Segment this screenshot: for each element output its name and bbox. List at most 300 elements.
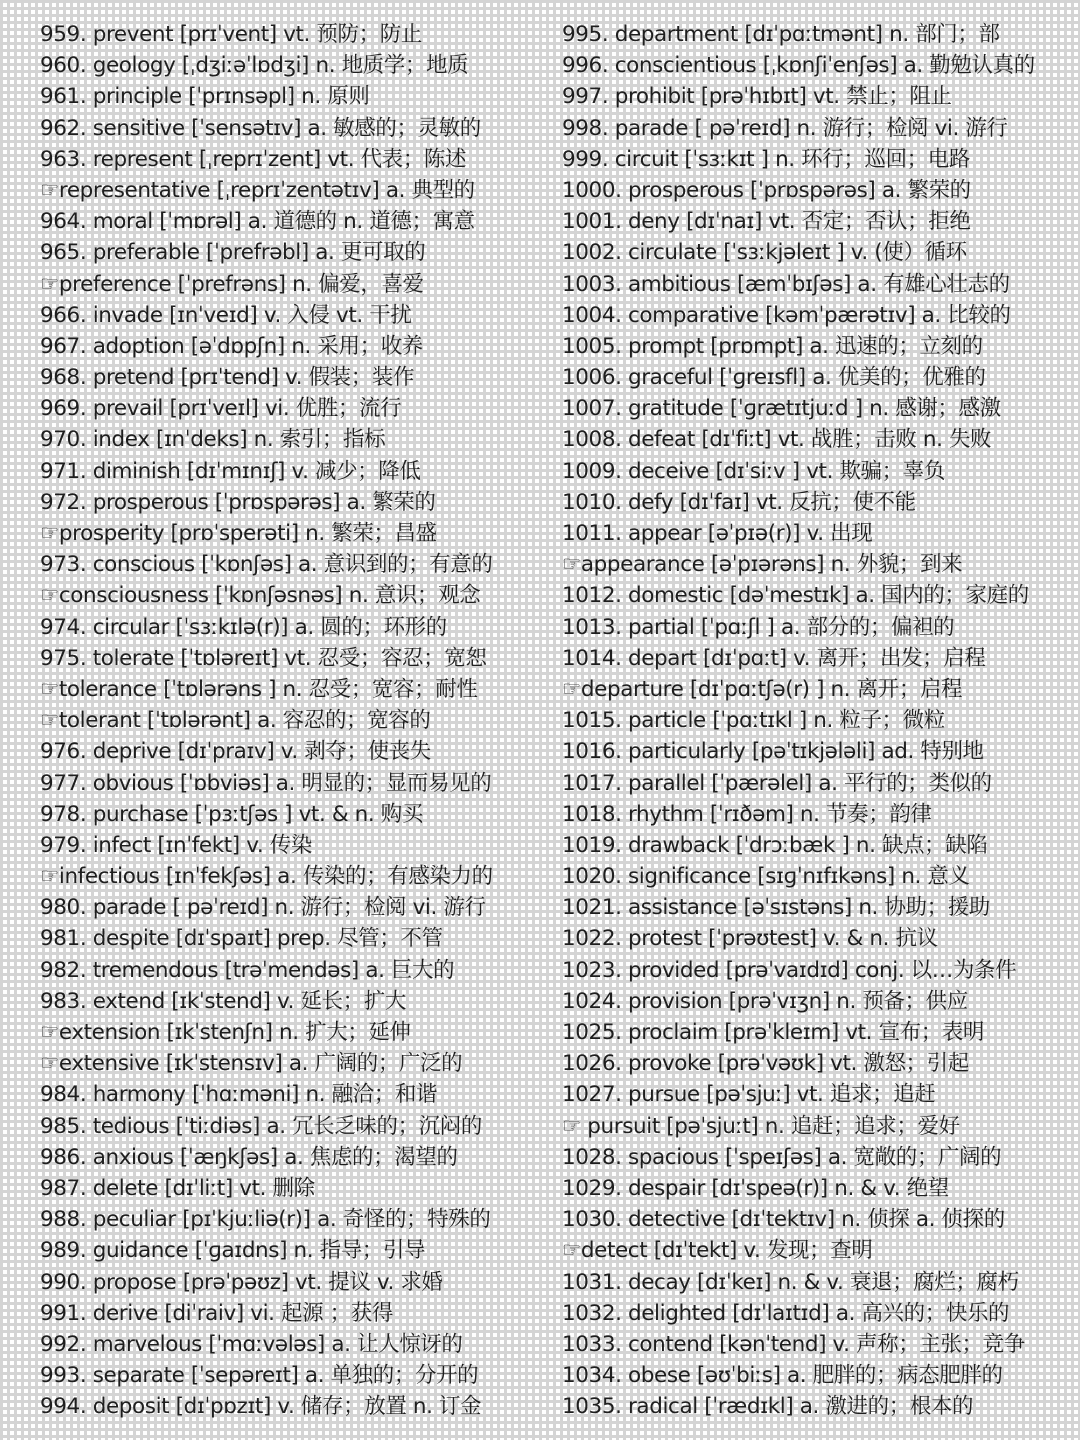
entry-word: ☞appearance — [562, 552, 705, 578]
entry-word: ☞preference — [40, 271, 172, 297]
vocab-entry — [562, 1173, 1062, 1204]
entry-definition: n. 融洽；和谐 — [305, 1082, 438, 1108]
entry-phonetic: [prəˈvaɪdɪd] — [725, 957, 849, 983]
entry-phonetic: [dɪˈpɑːt] — [703, 645, 787, 671]
entry-definition: a. 敏感的；灵敏的 — [307, 115, 481, 141]
entry-word: 1004. comparative — [562, 302, 759, 328]
entry-phonetic: [ˈɡaɪdns] — [194, 1238, 288, 1264]
vocab-entry — [562, 237, 1062, 268]
entry-definition: n. 索引；指标 — [253, 427, 386, 453]
entry-word: 1017. parallel — [562, 770, 705, 796]
entry-word: 982. tremendous — [40, 957, 219, 983]
entry-definition: vt. 战胜；击败 n. 失败 — [777, 427, 992, 453]
entry-phonetic: [prɒmpt] — [710, 333, 803, 359]
entry-phonetic: [ˈtɒləreɪt] — [180, 645, 278, 671]
entry-definition: vt. 预防；防止 — [283, 22, 422, 47]
vocab-entry — [562, 144, 1062, 175]
vocab-entry — [40, 518, 545, 549]
entry-phonetic: [ɪkˈstend] — [171, 988, 271, 1014]
entry-word: 1006. graceful — [562, 365, 713, 391]
entry-word: 966. invade — [40, 302, 163, 328]
entry-phonetic: [ˈrædɪkl] — [704, 1394, 794, 1420]
entry-word: ☞tolerant — [40, 708, 141, 734]
entry-definition: v. 发现；查明 — [743, 1238, 873, 1264]
entry-word: 972. prosperous — [40, 489, 209, 515]
entry-definition: ad. 特别地 — [881, 739, 984, 765]
entry-definition: a. 优美的；优雅的 — [812, 365, 986, 391]
entry-word: 993. separate — [40, 1363, 185, 1389]
entry-phonetic: [dɪˈlaɪtɪd] — [732, 1300, 830, 1326]
vocab-entry — [562, 19, 1062, 50]
vocab-entry — [40, 643, 545, 674]
vocab-entry — [562, 424, 1062, 455]
entry-phonetic: [əˈpɪə(r)] — [707, 521, 801, 546]
entry-phonetic: [prəˈpəʊz] — [182, 1269, 289, 1295]
entry-word: 987. delete — [40, 1175, 159, 1201]
vocab-entry — [40, 113, 545, 144]
entry-phonetic: [prɪˈvent] — [179, 22, 277, 47]
vocab-entry — [40, 1391, 545, 1422]
entry-word: 1002. circulate — [562, 240, 717, 266]
vocab-entry — [40, 1235, 545, 1266]
entry-phonetic: [dɪˈfiːt] — [701, 427, 772, 453]
entry-phonetic: [ˈspeɪʃəs] — [725, 1144, 822, 1170]
entry-word: ☞tolerance — [40, 676, 157, 702]
entry-phonetic: [əˈpɪərəns] — [710, 552, 825, 578]
vocab-entry — [40, 300, 545, 331]
entry-phonetic: [kənˈtend] — [719, 1331, 827, 1357]
entry-phonetic: [dəˈmestɪk] — [729, 583, 850, 609]
entry-word: 960. geology — [40, 53, 176, 79]
vocab-entry — [40, 892, 545, 923]
vocab-entry — [562, 768, 1062, 799]
entry-definition: vt. 反抗；使不能 — [755, 489, 916, 515]
entry-word: 1000. prosperous — [562, 177, 744, 203]
left-column — [40, 19, 545, 1422]
entry-phonetic: [dɪˈliːt] — [164, 1175, 233, 1201]
vocab-entry — [562, 1391, 1062, 1422]
vocab-entry — [562, 1298, 1062, 1329]
entry-word: 1024. provision — [562, 988, 723, 1014]
entry-word: 963. represent — [40, 146, 193, 172]
entry-word: 1025. proclaim — [562, 1020, 718, 1045]
entry-word: 1032. delighted — [562, 1300, 726, 1326]
vocab-entry — [562, 1204, 1062, 1235]
entry-phonetic: [ˈtiːdiəs] — [175, 1113, 260, 1139]
entry-definition: n. 环行；巡回；电路 — [775, 146, 970, 172]
vocab-entry — [562, 487, 1062, 518]
entry-word: 1026. provoke — [562, 1051, 712, 1077]
entry-word: 1014. depart — [562, 645, 697, 671]
vocab-entry — [562, 830, 1062, 861]
entry-definition: a. 典型的 — [385, 177, 475, 203]
vocab-entry — [40, 830, 545, 861]
entry-word: 978. purchase — [40, 801, 189, 827]
entry-phonetic: [dɪˈspaɪt] — [175, 926, 271, 952]
entry-definition: n. 忍受；宽容；耐性 — [282, 676, 478, 702]
vocab-entry — [562, 643, 1062, 674]
entry-definition: a. 意识到的；有意的 — [298, 552, 493, 578]
entry-definition: a. 让人惊讶的 — [331, 1331, 463, 1357]
entry-word: 990. propose — [40, 1269, 177, 1295]
entry-word: 1023. provided — [562, 957, 720, 983]
entry-phonetic: [ɪnˈveɪd] — [169, 302, 258, 328]
entry-word: 998. parade — [562, 115, 689, 141]
entry-definition: n. 采用；收养 — [291, 333, 423, 359]
entry-word: 1009. deceive — [562, 458, 710, 484]
entry-phonetic: [prɒˈsperəti] — [170, 521, 299, 546]
entry-word: ☞departure — [562, 676, 684, 702]
entry-word: ☞extensive — [40, 1051, 160, 1077]
entry-word: 988. peculiar — [40, 1207, 176, 1233]
entry-phonetic: [ˈpærəlel] — [711, 770, 812, 796]
entry-word: 961. principle — [40, 84, 182, 110]
vocab-entry — [40, 331, 545, 362]
entry-phonetic: [ɪkˈstenʃn] — [166, 1020, 273, 1045]
vocab-entry — [40, 1204, 545, 1235]
entry-definition: vt. 激怒；引起 — [830, 1051, 969, 1077]
entry-word: 959. prevent — [40, 22, 174, 47]
entry-phonetic: [pəˈsjuː] — [706, 1082, 791, 1108]
entry-definition: a. 焦虑的；渴望的 — [284, 1144, 458, 1170]
entry-phonetic: [sɪɡˈnɪfɪkəns] — [757, 864, 895, 890]
entry-phonetic: [prəˈvɪʒn] — [728, 988, 830, 1014]
entry-phonetic: [dɪˈnaɪ] — [686, 209, 762, 235]
entry-word: 1005. prompt — [562, 333, 704, 359]
entry-definition: n. 侦探 a. 侦探的 — [841, 1207, 1005, 1233]
entry-definition: vt. & n. 购买 — [298, 801, 423, 827]
vocab-entry — [562, 1017, 1062, 1048]
entry-phonetic: [dɪˈkeɪ] — [697, 1269, 772, 1295]
entry-word: 1034. obese — [562, 1363, 691, 1389]
vocab-entry — [40, 580, 545, 611]
vocab-entry — [40, 1173, 545, 1204]
entry-phonetic: [ pəˈreɪd] — [172, 895, 269, 921]
entry-definition: n. 繁荣；昌盛 — [305, 521, 437, 546]
vocab-entry — [562, 986, 1062, 1017]
entry-definition: a. 勤勉认真的 — [903, 53, 1035, 79]
entry-word: 977. obvious — [40, 770, 174, 796]
entry-phonetic: [ pəˈreɪd] — [694, 115, 791, 141]
vocab-entry — [562, 1360, 1062, 1391]
entry-word: 971. diminish — [40, 458, 181, 484]
vocab-entry — [40, 1111, 545, 1142]
entry-definition: a. 传染的；有感染力的 — [277, 864, 493, 890]
entry-word: 1016. particularly — [562, 739, 746, 765]
entry-phonetic: [əʊˈbiːs] — [696, 1363, 781, 1389]
entry-phonetic: [ˈmɒrəl] — [159, 209, 242, 235]
entry-phonetic: [ɪnˈdeks] — [155, 427, 248, 453]
entry-word: 983. extend — [40, 988, 165, 1014]
entry-definition: n. 感谢；感激 — [869, 396, 1001, 422]
entry-definition: a. 奇怪的；特殊的 — [317, 1207, 491, 1233]
entry-definition: vt. 追求；追赶 — [796, 1082, 936, 1108]
vocab-entry — [40, 768, 545, 799]
entry-word: ☞representative — [40, 177, 211, 203]
entry-definition: a. 明显的；显而易见的 — [275, 770, 492, 796]
entry-definition: v. 传染 — [246, 832, 312, 858]
vocab-entry — [40, 50, 545, 81]
entry-definition: n. 粒子；微粒 — [813, 708, 945, 734]
entry-word: 1001. deny — [562, 209, 680, 235]
entry-phonetic: [prəˈvəʊk] — [717, 1051, 824, 1077]
entry-definition: v. 延长；扩大 — [276, 988, 406, 1014]
entry-phonetic: [ˈprefrəbl] — [206, 240, 309, 266]
entry-phonetic: [prɪˈtend] — [180, 365, 279, 391]
entry-word: 1033. contend — [562, 1331, 713, 1357]
vocab-entry — [40, 861, 545, 892]
vocab-entry — [562, 580, 1062, 611]
entry-phonetic: [dɪˈsiːv ] — [715, 458, 800, 484]
entry-definition: vi. 起源 ；获得 — [250, 1300, 393, 1326]
vocab-entry — [562, 50, 1062, 81]
entry-definition: a. 有雄心壮志的 — [857, 271, 1010, 297]
vocab-entry — [40, 736, 545, 767]
entry-word: 991. derive — [40, 1300, 158, 1326]
vocab-entry — [562, 861, 1062, 892]
vocab-entry — [562, 1048, 1062, 1079]
vocab-entry — [40, 986, 545, 1017]
vocab-entry — [40, 456, 545, 487]
vocab-entry — [40, 1142, 545, 1173]
vocab-entry — [40, 705, 545, 736]
entry-phonetic: [ˈɡrætɪtjuːd ] — [729, 396, 863, 422]
entry-word: 973. conscious — [40, 552, 195, 578]
entry-definition: v. 储存；放置 n. 订金 — [277, 1394, 482, 1420]
entry-phonetic: [trəˈmendəs] — [224, 957, 359, 983]
entry-definition: a. 圆的；环形的 — [294, 614, 447, 640]
entry-definition: a. 广阔的；广泛的 — [288, 1051, 463, 1077]
entry-definition: vt. 宣布；表明 — [845, 1020, 985, 1045]
entry-phonetic: [kəmˈpærətɪv] — [765, 302, 916, 328]
entry-word: 992. marvelous — [40, 1331, 202, 1357]
entry-phonetic: [prɪˈveɪl] — [169, 396, 259, 422]
entry-definition: v. 声称；主张；竞争 — [832, 1331, 1025, 1357]
entry-definition: n. 意识；观念 — [348, 583, 481, 609]
entry-definition: a. 单独的；分开的 — [304, 1363, 479, 1389]
entry-word: 1003. ambitious — [562, 271, 731, 297]
entry-word: 1015. particle — [562, 708, 706, 734]
vocab-entry — [562, 892, 1062, 923]
entry-phonetic: [pəˈsjuːt] — [666, 1113, 759, 1139]
entry-definition: a. 巨大的 — [365, 957, 455, 983]
entry-definition: n. 游行；检阅 vi. 游行 — [274, 895, 486, 921]
vocab-entry — [562, 1235, 1062, 1266]
entry-word: 996. conscientious — [562, 53, 757, 79]
entry-phonetic: [ˈɡreɪsfl] — [719, 365, 806, 391]
vocab-entry — [40, 1298, 545, 1329]
entry-word: 1035. radical — [562, 1394, 698, 1420]
entry-definition: n. 追赶；追求；爱好 — [764, 1113, 960, 1139]
entry-phonetic: [prəˈkleɪm] — [724, 1020, 839, 1045]
entry-phonetic: [ɪnˈfekʃəs] — [165, 864, 271, 890]
entry-word: 967. adoption — [40, 333, 185, 359]
vocab-entry — [562, 549, 1062, 580]
vocab-entry — [40, 1048, 545, 1079]
entry-definition: v. 入侵 vt. 干扰 — [263, 302, 412, 328]
entry-definition: n. 游行；检阅 vi. 游行 — [796, 115, 1008, 141]
entry-word: ☞consciousness — [40, 583, 209, 609]
entry-word: 1031. decay — [562, 1269, 691, 1295]
vocab-entry — [562, 206, 1062, 237]
entry-word: 976. deprive — [40, 739, 172, 765]
entry-phonetic: [ˈkɒnʃəs] — [201, 552, 292, 578]
entry-word: 1029. despair — [562, 1175, 705, 1201]
entry-word: 1020. significance — [562, 864, 751, 890]
entry-definition: n. 离开；启程 — [830, 676, 963, 702]
entry-phonetic: [dɪˈpraɪv] — [177, 739, 275, 765]
entry-definition: vt. 禁止；阻止 — [812, 84, 952, 110]
entry-phonetic: [dɪˈfaɪ] — [679, 489, 750, 515]
vocab-entry — [40, 1267, 545, 1298]
entry-definition: v. 离开；出发；启程 — [793, 645, 986, 671]
entry-phonetic: [ˈprɒspərəs] — [214, 489, 341, 515]
entry-word: 975. tolerate — [40, 645, 174, 671]
entry-word: 1019. drawback — [562, 832, 730, 858]
entry-definition: a. 更可取的 — [315, 240, 426, 266]
entry-definition: vi. 优胜；流行 — [264, 396, 402, 422]
vocab-entry — [562, 612, 1062, 643]
vocab-entry — [40, 362, 545, 393]
vocab-entry — [40, 612, 545, 643]
vocab-entry — [562, 362, 1062, 393]
entry-phonetic: [dɪˈpɒzɪt] — [175, 1394, 271, 1420]
entry-definition: a. 冗长乏味的；沉闷的 — [266, 1113, 482, 1139]
entry-phonetic: [ˈprɒspərəs] — [750, 177, 876, 203]
vocab-entry — [40, 19, 545, 50]
entry-definition: a. 繁荣的 — [881, 177, 971, 203]
entry-definition: v. & n. 抗议 — [823, 926, 938, 952]
entry-phonetic: [ˈsensətɪv] — [191, 115, 302, 141]
vocab-entry — [40, 549, 545, 580]
entry-definition: a. 迅速的；立刻的 — [809, 333, 983, 359]
entry-definition: a. 部分的；偏袒的 — [780, 614, 955, 640]
entry-word: 965. preferable — [40, 240, 200, 266]
entry-phonetic: [diˈraiv] — [164, 1300, 244, 1326]
entry-definition: n. 偏爱，喜爱 — [292, 271, 424, 297]
entry-phonetic: [ˈdrɔːbæk ] — [735, 832, 850, 858]
entry-definition: a. 繁荣的 — [346, 489, 436, 515]
entry-definition: n. 扩大；延伸 — [279, 1020, 411, 1045]
entry-word: 969. prevail — [40, 396, 163, 422]
entry-phonetic: [dɪˈtekt] — [653, 1238, 737, 1264]
entry-word: 981. despite — [40, 926, 170, 952]
entry-word: 962. sensitive — [40, 115, 185, 141]
entry-word: 979. infect — [40, 832, 151, 858]
entry-word: 984. harmony — [40, 1082, 186, 1108]
entry-phonetic: [dɪˈmɪnɪʃ] — [186, 458, 286, 484]
vocab-entry — [562, 955, 1062, 986]
entry-phonetic: [əˈsɪstəns] — [743, 895, 852, 921]
entry-word: 986. anxious — [40, 1144, 174, 1170]
entry-word: 1012. domestic — [562, 583, 724, 609]
entry-definition: v. 减少；降低 — [291, 458, 421, 484]
vocab-entry — [562, 1111, 1062, 1142]
vocab-entry — [562, 1329, 1062, 1360]
entry-phonetic: [dɪˈspeə(r)] — [711, 1175, 828, 1201]
entry-phonetic: [ˈtɒlərənt] — [146, 708, 251, 734]
entry-word: 1018. rhythm — [562, 801, 704, 827]
entry-phonetic: [prəˈhɪbɪt] — [700, 84, 807, 110]
vocab-entry — [40, 1079, 545, 1110]
vocab-entry — [562, 1079, 1062, 1110]
entry-phonetic: [dɪˈpɑːtʃə(r) ] — [689, 676, 825, 702]
entry-definition: vt. 忍受；容忍；宽恕 — [284, 645, 487, 671]
entry-word: 970. index — [40, 427, 150, 453]
vocab-entry — [562, 81, 1062, 112]
entry-definition: n. 预备；供应 — [836, 988, 968, 1014]
entry-word: 989. guidance — [40, 1238, 189, 1264]
entry-phonetic: [ˌreprɪˈzent] — [198, 146, 321, 172]
vocab-entry — [40, 424, 545, 455]
vocab-entry — [562, 300, 1062, 331]
entry-definition: n. 节奏；韵律 — [799, 801, 932, 827]
vocab-entry — [562, 674, 1062, 705]
vocab-entry — [562, 923, 1062, 954]
vocab-entry — [562, 1267, 1062, 1298]
entry-word: 994. deposit — [40, 1394, 170, 1420]
entry-phonetic: [ˈhɑːməni] — [192, 1082, 300, 1108]
entry-definition: v. 假装；装作 — [285, 365, 415, 391]
vocab-entry — [40, 393, 545, 424]
entry-definition: vt. 欺骗；辜负 — [806, 458, 945, 484]
vocab-entry — [40, 144, 545, 175]
entry-definition: vt. 删除 — [239, 1175, 315, 1201]
entry-word: ☞detect — [562, 1238, 648, 1264]
entry-word: 964. moral — [40, 209, 153, 235]
vocab-entry — [40, 206, 545, 237]
entry-word: 985. tedious — [40, 1113, 170, 1139]
vocab-entry — [562, 456, 1062, 487]
entry-phonetic: [ˈsɜːkɪlə(r)] — [175, 614, 289, 640]
entry-word: 1021. assistance — [562, 895, 738, 921]
entry-word: 1013. partial — [562, 614, 695, 640]
entry-definition: a. 肥胖的；病态肥胖的 — [787, 1363, 1003, 1389]
vocab-entry — [40, 923, 545, 954]
entry-word: ☞prosperity — [40, 521, 165, 546]
entry-word: 1008. defeat — [562, 427, 695, 453]
entry-definition: a. 平行的；类似的 — [818, 770, 992, 796]
entry-phonetic: [ˌdʒiːəˈlɒdʒi] — [181, 53, 310, 79]
entry-phonetic: [ˈæŋkʃəs] — [179, 1144, 278, 1170]
entry-word: 968. pretend — [40, 365, 175, 391]
entry-definition: v. (使）循环 — [850, 240, 967, 266]
vocab-entry — [562, 175, 1062, 206]
entry-phonetic: [ˈpɑːʃl ] — [700, 614, 775, 640]
vocab-entry — [562, 113, 1062, 144]
entry-definition: n. 部门；部 — [889, 22, 1000, 47]
entry-word: 1011. appear — [562, 521, 702, 546]
entry-phonetic: [ˈsɜːkɪt ] — [684, 146, 769, 172]
entry-definition: vt. 否定；否认；拒绝 — [768, 209, 971, 235]
vocab-entry — [40, 237, 545, 268]
vocab-entry — [40, 1329, 545, 1360]
entry-phonetic: [æmˈbɪʃəs] — [736, 271, 851, 297]
entry-phonetic: [ˈpɑːtɪkl ] — [712, 708, 807, 734]
entry-word: 1022. protest — [562, 926, 702, 952]
entry-definition: vt. 提议 v. 求婚 — [295, 1269, 443, 1295]
entry-definition: a. 国内的；家庭的 — [855, 583, 1029, 609]
entry-definition: n. 原则 — [301, 84, 370, 110]
vocab-entry — [562, 331, 1062, 362]
vocab-entry — [562, 269, 1062, 300]
vocab-entry — [562, 518, 1062, 549]
vocab-entry — [562, 799, 1062, 830]
vocab-entry — [562, 736, 1062, 767]
entry-word: 1027. pursue — [562, 1082, 700, 1108]
entry-phonetic: [ˌkɒnʃiˈenʃəs] — [762, 53, 898, 79]
entry-phonetic: [pɪˈkjuːliə(r)] — [182, 1207, 311, 1233]
